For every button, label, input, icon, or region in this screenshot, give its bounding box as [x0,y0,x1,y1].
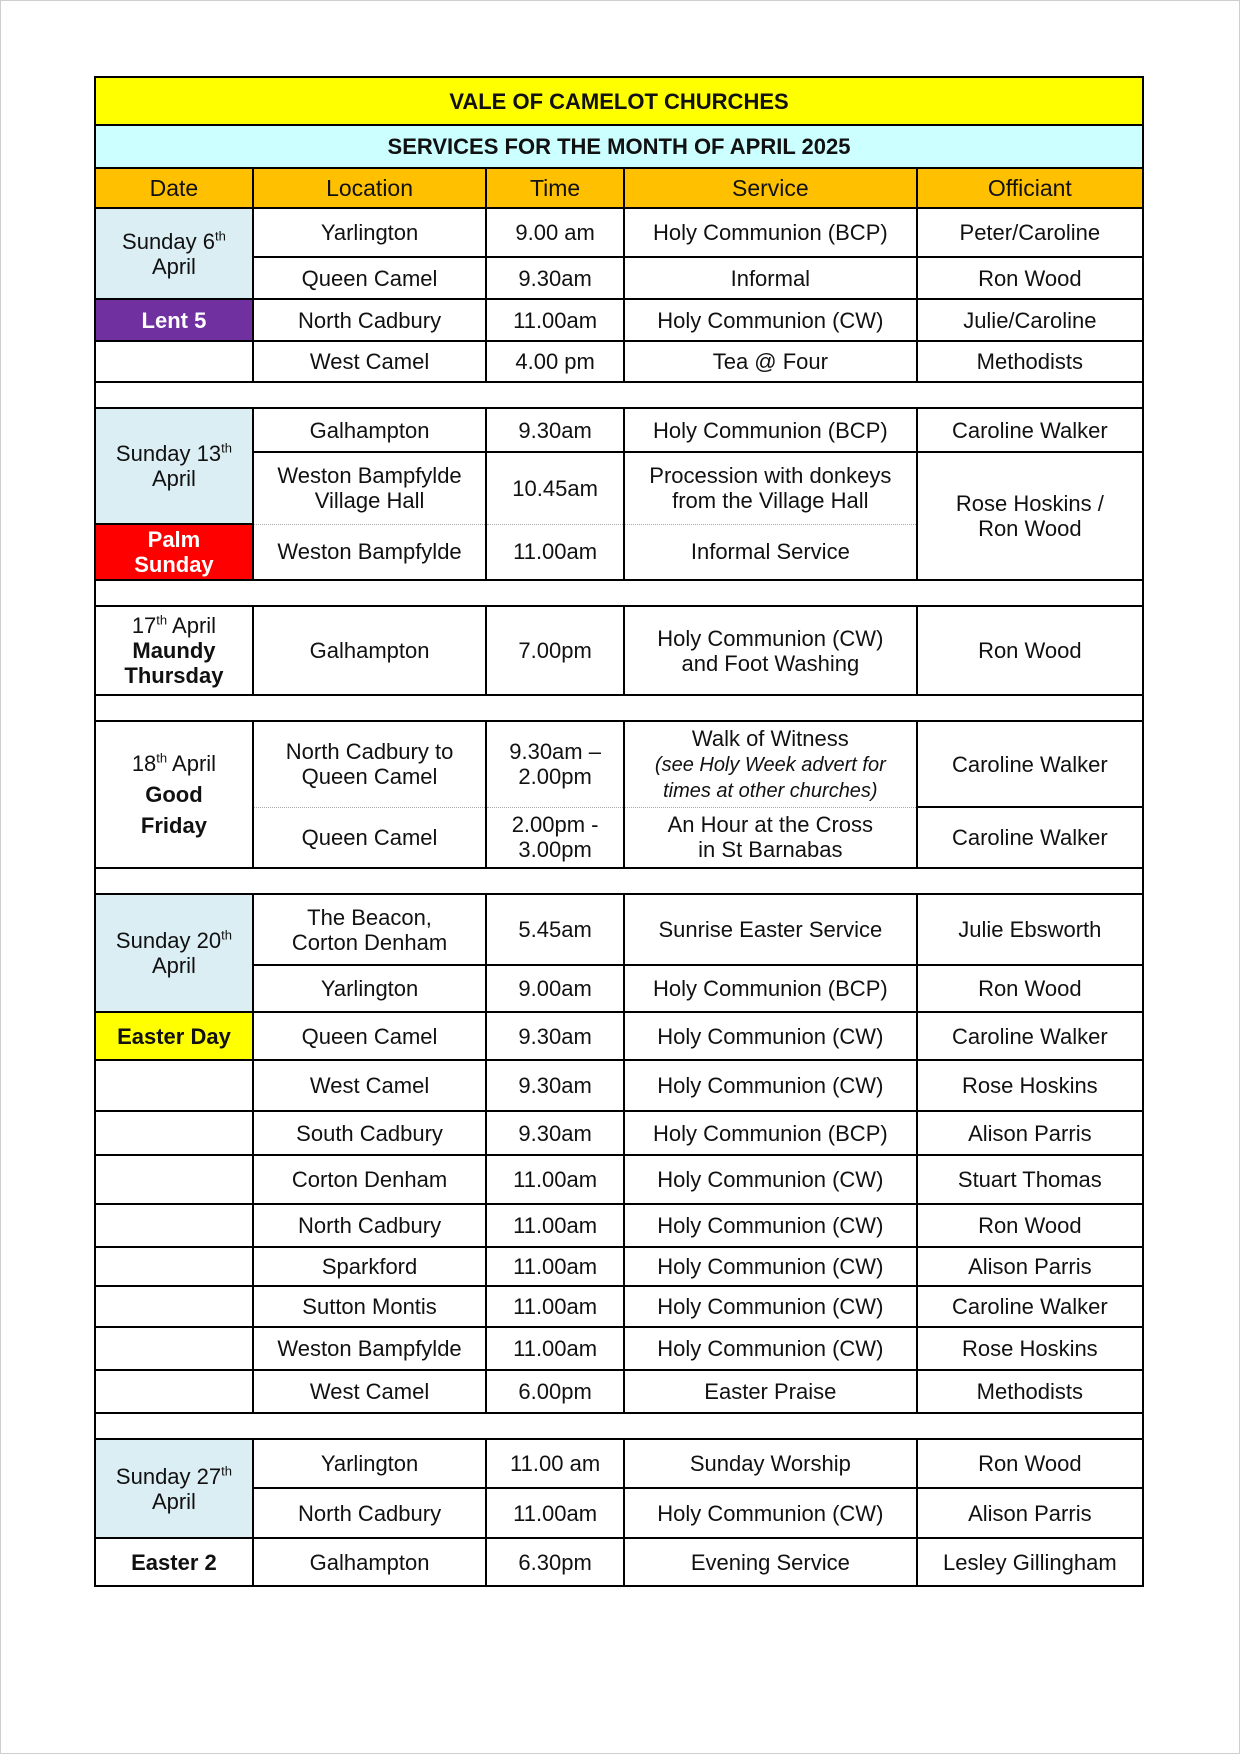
time-cell: 11.00am [486,299,624,341]
location-cell: Galhampton [253,606,486,695]
liturgical-label-easter-day: Easter Day [95,1012,253,1060]
location-cell: Yarlington [253,965,486,1012]
location-cell: Sutton Montis [253,1286,486,1327]
service-cell: Informal Service [624,524,917,580]
officiant-cell: Ron Wood [917,1439,1143,1488]
table-row [95,299,1143,341]
services-table [94,76,1144,1587]
location-cell: Galhampton [253,1538,486,1586]
officiant-cell: Caroline Walker [917,1012,1143,1060]
officiant-cell: Caroline Walker [917,807,1143,868]
officiant-cell: Ron Wood [917,257,1143,299]
location-cell: Yarlington [253,1439,486,1488]
location-cell: Queen Camel [253,257,486,299]
officiant-cell: Ron Wood [917,965,1143,1012]
table-row [95,1060,1143,1111]
service-cell: Holy Communion (CW) [624,1488,917,1538]
service-cell: Holy Communion (BCP) [624,408,917,452]
table-row [95,1327,1143,1370]
service-cell: Easter Praise [624,1370,917,1413]
location-cell: Weston Bampfylde [253,1327,486,1370]
officiant-cell: Rose Hoskins / Ron Wood [917,452,1143,580]
time-cell: 9.30am [486,1012,624,1060]
location-cell: North Cadbury [253,1204,486,1247]
location-cell: Corton Denham [253,1155,486,1204]
time-cell: 9.00am [486,965,624,1012]
date-cell-empty [95,1327,253,1370]
date-cell-empty [95,1060,253,1111]
table-row [95,1012,1143,1060]
table-row [95,452,1143,524]
document-title: VALE OF CAMELOT CHURCHES [95,77,1143,125]
time-cell: 9.30am [486,1111,624,1155]
location-cell: Queen Camel [253,807,486,868]
time-cell: 4.00 pm [486,341,624,382]
date-cell: Sunday 27th April [95,1439,253,1538]
officiant-cell: Caroline Walker [917,721,1143,807]
service-cell: Holy Communion (CW) [624,1286,917,1327]
officiant-cell: Peter/Caroline [917,208,1143,257]
officiant-cell: Rose Hoskins [917,1327,1143,1370]
time-cell: 9.30am [486,408,624,452]
date-cell: 17th April Maundy Thursday [95,606,253,695]
service-cell: Holy Communion (CW) [624,1060,917,1111]
table-row [95,1247,1143,1286]
spacer-row [95,1413,1143,1439]
service-cell: Holy Communion (BCP) [624,208,917,257]
table-row [95,208,1143,257]
officiant-cell: Julie Ebsworth [917,894,1143,965]
table-row [95,894,1143,965]
time-cell: 11.00am [486,1247,624,1286]
service-cell: Holy Communion (CW) [624,1247,917,1286]
service-cell: Holy Communion (CW) [624,1155,917,1204]
spacer-row [95,868,1143,894]
officiant-cell: Lesley Gillingham [917,1538,1143,1586]
date-cell: Sunday 20th April [95,894,253,1012]
officiant-cell: Caroline Walker [917,408,1143,452]
date-cell-empty [95,1370,253,1413]
date-cell: Sunday 6th April [95,208,253,299]
service-cell: Procession with donkeys from the Village Hall [624,452,917,524]
table-row [95,341,1143,382]
officiant-cell: Ron Wood [917,1204,1143,1247]
officiant-cell: Alison Parris [917,1488,1143,1538]
location-cell: Sparkford [253,1247,486,1286]
date-cell-empty [95,341,253,382]
table-row [95,1111,1143,1155]
time-cell: 6.00pm [486,1370,624,1413]
officiant-cell: Julie/Caroline [917,299,1143,341]
service-cell: Sunday Worship [624,1439,917,1488]
location-cell: Queen Camel [253,1012,486,1060]
liturgical-label-lent: Lent 5 [95,299,253,341]
service-cell: Evening Service [624,1538,917,1586]
time-cell: 11.00am [486,1286,624,1327]
location-cell: West Camel [253,1370,486,1413]
table-row [95,1538,1143,1586]
location-cell: Weston Bampfylde Village Hall [253,452,486,524]
time-cell: 9.30am [486,1060,624,1111]
date-cell-empty [95,1111,253,1155]
table-row [95,965,1143,1012]
time-cell: 9.00 am [486,208,624,257]
officiant-cell: Ron Wood [917,606,1143,695]
document-subtitle: SERVICES FOR THE MONTH OF APRIL 2025 [95,125,1143,168]
service-cell: Holy Communion (CW) [624,1204,917,1247]
location-cell: Galhampton [253,408,486,452]
service-cell: Tea @ Four [624,341,917,382]
time-cell: 11.00 am [486,1439,624,1488]
service-cell: Holy Communion (BCP) [624,965,917,1012]
service-cell: Sunrise Easter Service [624,894,917,965]
time-cell: 6.30pm [486,1538,624,1586]
header-officiant: Officiant [917,168,1143,208]
location-cell: North Cadbury [253,1488,486,1538]
time-cell: 9.30am – 2.00pm [486,721,624,807]
table-row [95,1488,1143,1538]
spacer-row [95,580,1143,606]
location-cell: West Camel [253,1060,486,1111]
service-cell: Holy Communion (BCP) [624,1111,917,1155]
service-cell: Holy Communion (CW) and Foot Washing [624,606,917,695]
location-cell: South Cadbury [253,1111,486,1155]
table-row [95,1204,1143,1247]
date-cell: Sunday 13th April [95,408,253,524]
time-cell: 7.00pm [486,606,624,695]
time-cell: 11.00am [486,1204,624,1247]
table-row [95,1286,1143,1327]
officiant-cell: Rose Hoskins [917,1060,1143,1111]
location-cell: North Cadbury [253,299,486,341]
date-cell-empty [95,1286,253,1327]
time-cell: 10.45am [486,452,624,524]
service-cell: Holy Communion (CW) [624,1327,917,1370]
officiant-cell: Alison Parris [917,1247,1143,1286]
time-cell: 2.00pm - 3.00pm [486,807,624,868]
officiant-cell: Alison Parris [917,1111,1143,1155]
time-cell: 11.00am [486,1155,624,1204]
liturgical-label-palm-sunday: Palm Sunday [95,524,253,580]
time-cell: 11.00am [486,1488,624,1538]
time-cell: 11.00am [486,524,624,580]
date-cell: 18th April Good Friday [95,721,253,868]
time-cell: 11.00am [486,1327,624,1370]
table-row [95,257,1143,299]
table-row [95,1370,1143,1413]
header-date: Date [95,168,253,208]
table-row [95,807,1143,868]
header-service: Service [624,168,917,208]
header-time: Time [486,168,624,208]
service-cell: Informal [624,257,917,299]
header-location: Location [253,168,486,208]
location-cell: North Cadbury to Queen Camel [253,721,486,807]
location-cell: Yarlington [253,208,486,257]
table-row [95,408,1143,452]
column-header-row [95,168,1143,208]
table-row [95,1439,1143,1488]
location-cell: Weston Bampfylde [253,524,486,580]
time-cell: 5.45am [486,894,624,965]
location-cell: West Camel [253,341,486,382]
table-row [95,721,1143,807]
officiant-cell: Caroline Walker [917,1286,1143,1327]
service-cell: Holy Communion (CW) [624,1012,917,1060]
table-row [95,606,1143,695]
service-cell: Walk of Witness (see Holy Week advert for times at other churches) [624,721,917,807]
spacer-row [95,695,1143,721]
service-cell: Holy Communion (CW) [624,299,917,341]
time-cell: 9.30am [486,257,624,299]
date-cell-empty [95,1155,253,1204]
officiant-cell: Stuart Thomas [917,1155,1143,1204]
location-cell: The Beacon, Corton Denham [253,894,486,965]
service-cell: An Hour at the Cross in St Barnabas [624,807,917,868]
liturgical-label-easter-2: Easter 2 [95,1538,253,1586]
officiant-cell: Methodists [917,1370,1143,1413]
table-row [95,1155,1143,1204]
officiant-cell: Methodists [917,341,1143,382]
date-cell-empty [95,1204,253,1247]
date-cell-empty [95,1247,253,1286]
spacer-row [95,382,1143,408]
